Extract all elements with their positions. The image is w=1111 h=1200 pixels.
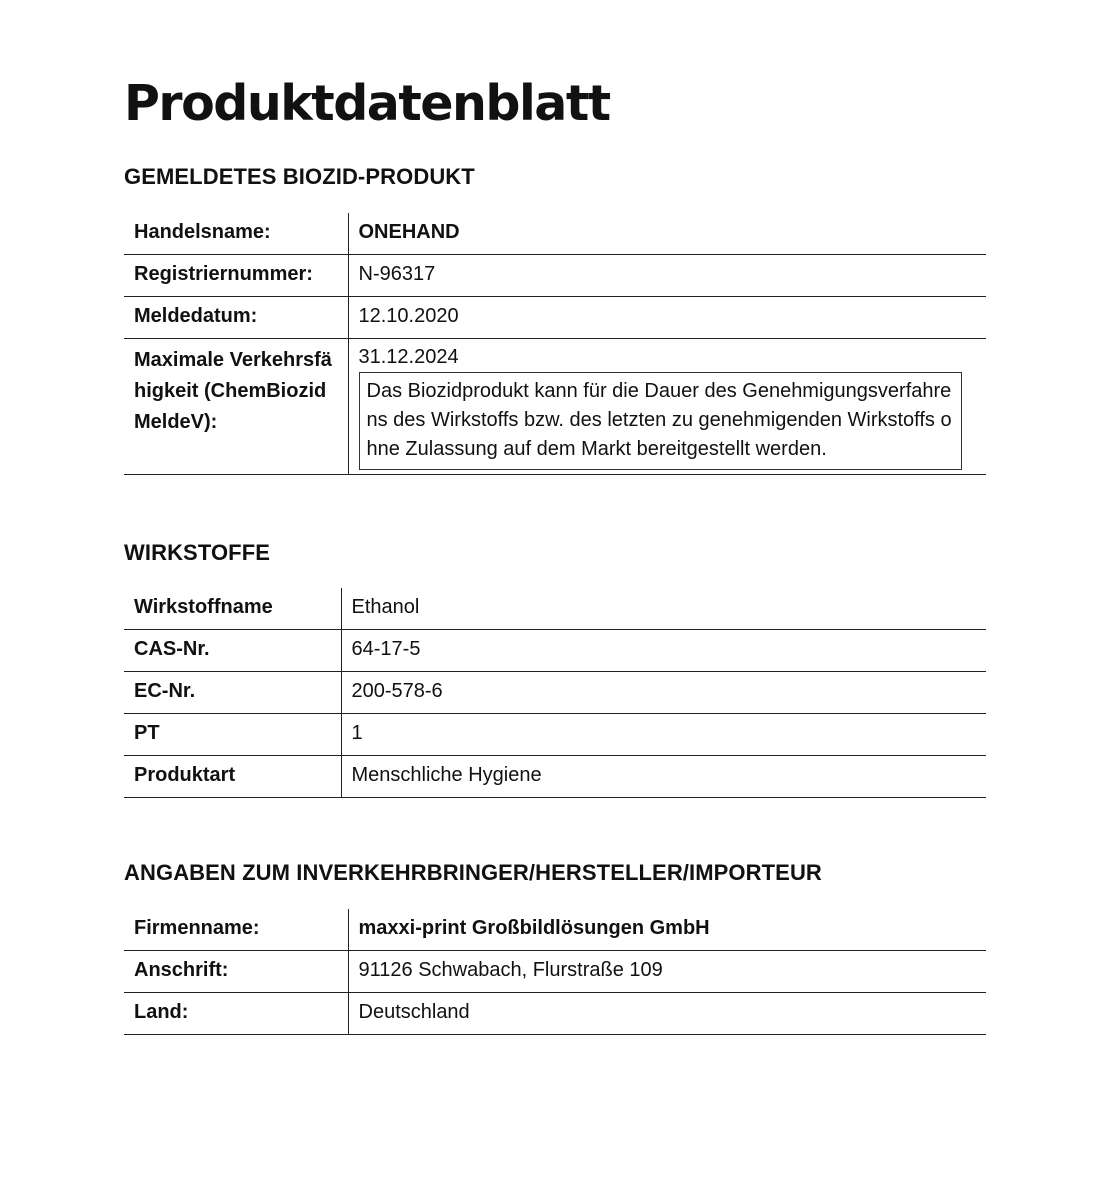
country-value: Deutschland [348, 993, 986, 1035]
max-marketability-label: Maximale Verkehrsfähigkeit (ChemBiozidMeldeV): [134, 349, 332, 433]
table-row [124, 756, 986, 798]
table-row [124, 672, 986, 714]
table-row [124, 339, 986, 475]
pt-label: PT [124, 714, 341, 756]
substances-table [124, 588, 986, 798]
company-name-label: Firmenname: [124, 909, 348, 951]
product-table [124, 213, 986, 475]
table-row [124, 993, 986, 1035]
product-type-value: Menschliche Hygiene [341, 756, 986, 798]
address-value: 91126 Schwabach, Flurstraße 109 [348, 951, 986, 993]
address-label: Anschrift: [124, 951, 348, 993]
substance-name-value: Ethanol [341, 588, 986, 630]
page-title: Produktdatenblatt [124, 75, 610, 132]
notification-date-label: Meldedatum: [124, 297, 348, 339]
country-label: Land: [124, 993, 348, 1035]
trade-name-label: Handelsname: [124, 213, 348, 255]
pt-value: 1 [341, 714, 986, 756]
registration-number-label: Registriernummer: [124, 255, 348, 297]
table-row [124, 630, 986, 672]
table-row [124, 588, 986, 630]
max-marketability-value: 31.12.2024 [358, 346, 459, 368]
substance-name-label: Wirkstoffname [124, 588, 341, 630]
section-heading-company: ANGABEN ZUM INVERKEHRBRINGER/HERSTELLER/IMPORTEUR [124, 860, 822, 885]
company-table [124, 909, 986, 1035]
registration-number-value: N-96317 [348, 255, 986, 297]
table-row [124, 255, 986, 297]
cas-number-label: CAS-Nr. [124, 630, 341, 672]
table-row [124, 297, 986, 339]
company-name-value: maxxi-print Großbildlösungen GmbH [348, 909, 986, 951]
marketability-note: Das Biozidprodukt kann für die Dauer des Genehmigungsverfahrens des Wirkstoffs bzw. des letzten zu genehmigenden Wirkstoffs ohne Zulassung auf dem Markt bereitgestellt werden. [359, 372, 962, 470]
table-row [124, 951, 986, 993]
section-heading-product: GEMELDETES BIOZID-PRODUKT [124, 164, 475, 189]
section-heading-substances: WIRKSTOFFE [124, 540, 271, 565]
ec-number-value: 200-578-6 [341, 672, 986, 714]
trade-name-value: ONEHAND [348, 213, 986, 255]
ec-number-label: EC-Nr. [124, 672, 341, 714]
table-row [124, 213, 986, 255]
notification-date-value: 12.10.2020 [348, 297, 986, 339]
cas-number-value: 64-17-5 [341, 630, 986, 672]
table-row [124, 909, 986, 951]
product-type-label: Produktart [124, 756, 341, 798]
table-row [124, 714, 986, 756]
